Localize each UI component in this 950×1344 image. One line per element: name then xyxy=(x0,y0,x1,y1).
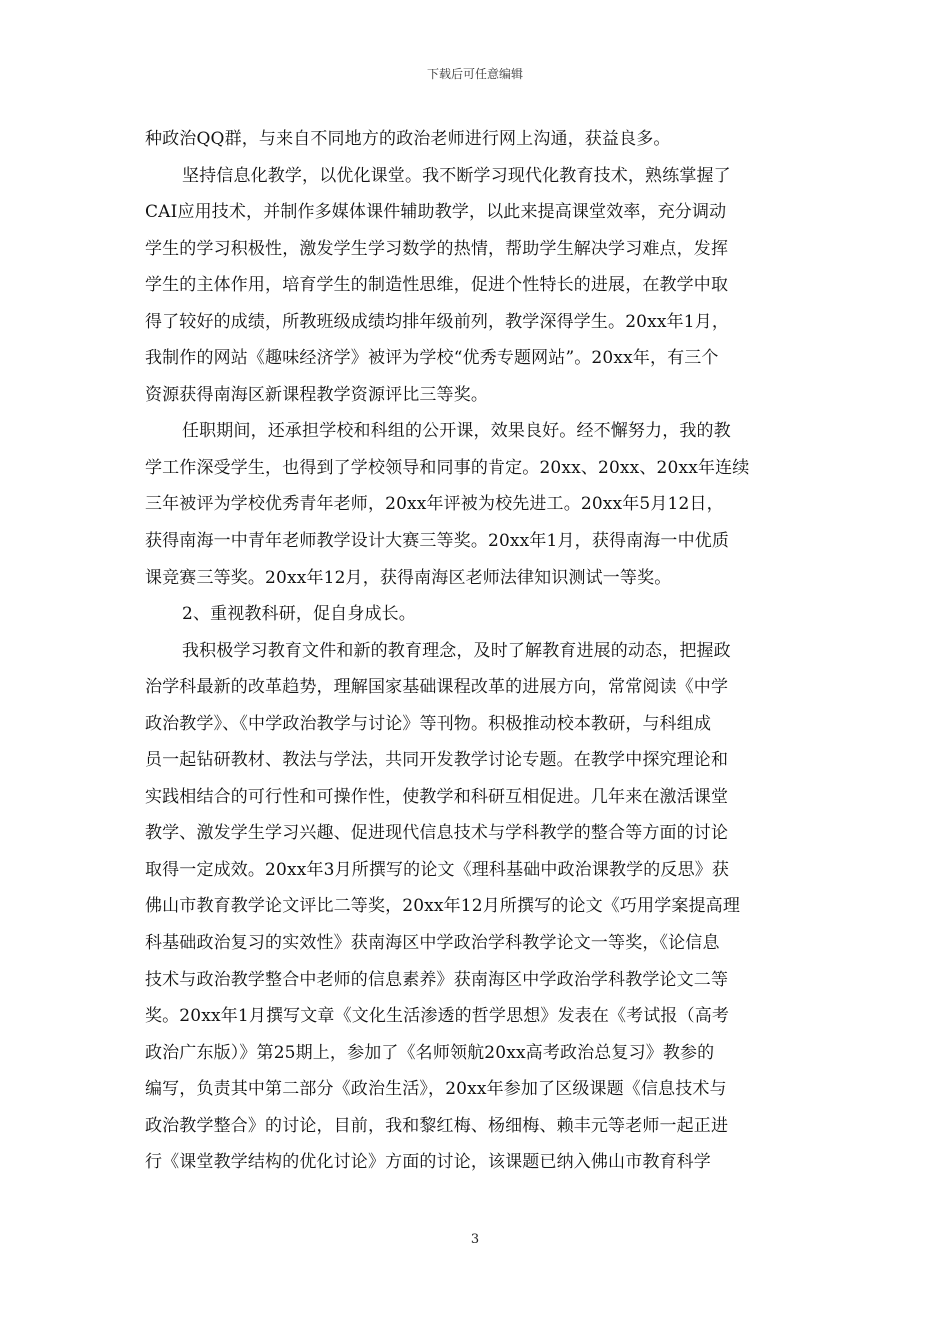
text-line: 技术与政治教学整合中老师的信息素养》获南海区中学政治学科教学论文二等 xyxy=(145,969,729,990)
text-line: 教学、激发学生学习兴趣、促进现代信息技术与学科教学的整合等方面的讨论 xyxy=(145,823,729,844)
text-line: CAI应用技术，并制作多媒体课件辅助教学，以此来提高课堂效率，充分调动 xyxy=(145,202,727,223)
text-line: 员一起钻研教材、教法与学法，共同开发教学讨论专题。在教学中探究理论和 xyxy=(145,750,729,771)
paragraph-first-line: 坚持信息化教学，以优化课堂。我不断学习现代化教育技术，熟练掌握了 xyxy=(182,165,731,186)
text-line: 三年被评为学校优秀青年老师，20xx年评被为校先进工。20xx年5月12日， xyxy=(145,494,724,515)
text-line: 奖。20xx年1月撰写文章《文化生活渗透的哲学思想》发表在《考试报（高考 xyxy=(145,1006,730,1027)
text-line: 政治教学》、《中学政治教学与讨论》等刊物。积极推动校本教研，与科组成 xyxy=(145,713,712,734)
section-heading: 2、重视教科研，促自身成长。 xyxy=(182,604,416,625)
paragraph-first-line: 任职期间，还承担学校和科组的公开课，效果良好。经不懈努力，我的教 xyxy=(182,421,731,442)
text-line: 编写，负责其中第二部分《政治生活》，20xx年参加了区级课题《信息技术与 xyxy=(145,1079,727,1100)
body-text xyxy=(145,121,805,1181)
text-line: 课竞赛三等奖。20xx年12月，获得南海区老师法律知识测试一等奖。 xyxy=(145,567,672,588)
text-line: 获得南海一中青年老师教学设计大赛三等奖。20xx年1月，获得南海一中优质 xyxy=(145,531,730,552)
text-line: 行《课堂教学结构的优化讨论》方面的讨论，该课题已纳入佛山市教育科学 xyxy=(145,1152,711,1173)
text-line: 学生的学习积极性，激发学生学习数学的热情，帮助学生解决学习难点，发挥 xyxy=(145,238,729,259)
page-header: 下载后可任意编辑 xyxy=(426,67,523,81)
page-number: 3 xyxy=(470,1232,480,1247)
text-line: 政治广东版）》第25期上，参加了《名师领航20xx高考政治总复习》教参的 xyxy=(145,1042,715,1063)
text-line: 学工作深受学生，也得到了学校领导和同事的肯定。20xx、20xx、20xx年连续 xyxy=(145,457,750,478)
text-line: 取得一定成效。20xx年3月所撰写的论文《理科基础中政治课教学的反思》获 xyxy=(145,859,730,880)
text-line: 科基础政治复习的实效性》获南海区中学政治学科教学论文一等奖，《论信息 xyxy=(145,933,720,954)
text-line: 我制作的网站《趣味经济学》被评为学校“优秀专题网站”。20xx年，有三个 xyxy=(145,348,719,369)
text-line: 得了较好的成绩，所教班级成绩均排年级前列，教学深得学生。20xx年1月， xyxy=(145,311,730,332)
text-line: 种政治QQ群，与来自不同地方的政治老师进行网上沟通，获益良多。 xyxy=(145,129,671,149)
paragraph-first-line: 我积极学习教育文件和新的教育理念，及时了解教育进展的动态，把握政 xyxy=(182,640,731,661)
text-line: 资源获得南海区新课程教学资源评比三等奖。 xyxy=(145,384,488,405)
text-line: 实践相结合的可行性和可操作性，使教学和科研互相促进。几年来在激活课堂 xyxy=(145,786,729,807)
text-line: 学生的主体作用，培育学生的制造性思维，促进个性特长的进展，在教学中取 xyxy=(145,275,729,296)
text-line: 佛山市教育教学论文评比二等奖，20xx年12月所撰写的论文《巧用学案提高理 xyxy=(145,896,740,917)
text-line: 治学科最新的改革趋势，理解国家基础课程改革的进展方向，常常阅读《中学 xyxy=(145,677,729,698)
text-line: 政治教学整合》的讨论，目前，我和黎红梅、杨细梅、赖丰元等老师一起正进 xyxy=(145,1115,729,1136)
